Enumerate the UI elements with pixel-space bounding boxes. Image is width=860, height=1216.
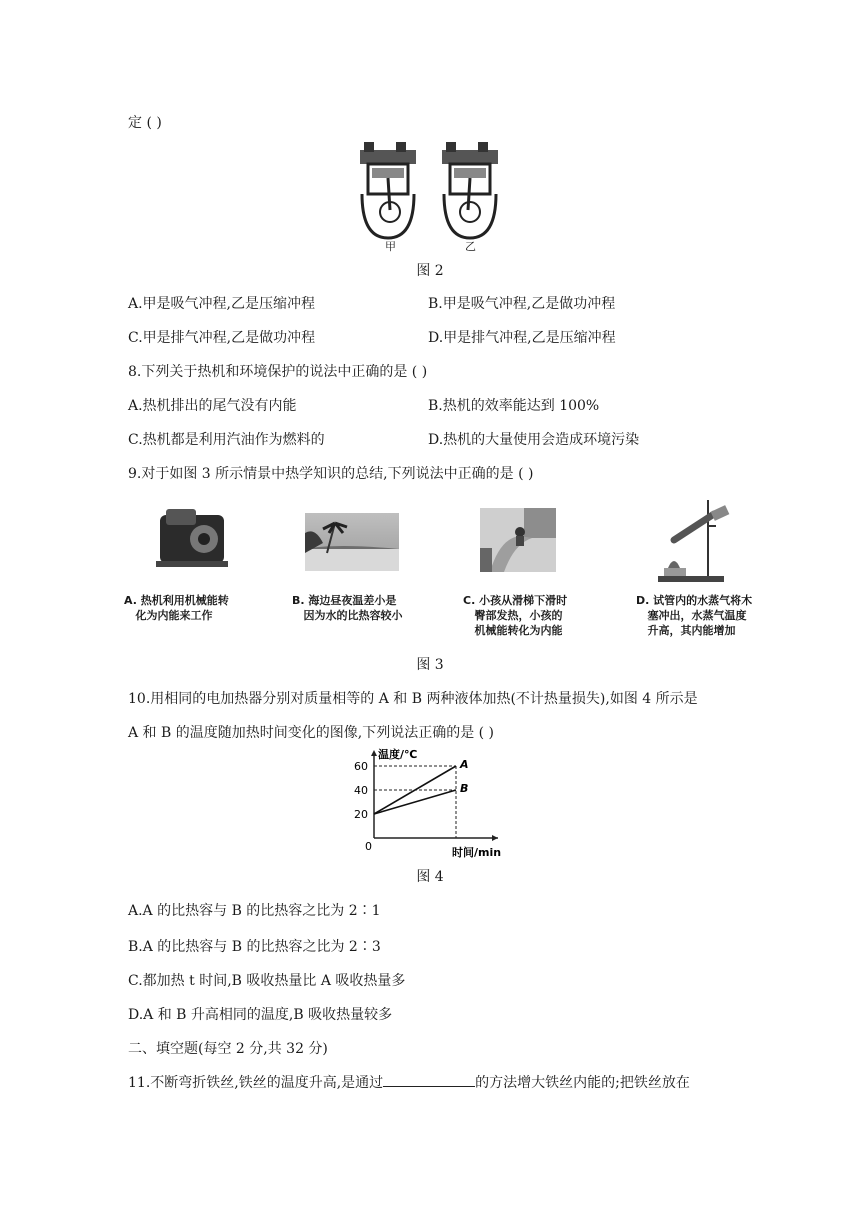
q11-answer-blank[interactable] [383,1072,475,1087]
q7-option-a: A.甲是吸气冲程,乙是压缩冲程 [128,296,316,312]
slide-photo [480,508,556,572]
beach-photo [305,513,399,571]
y-axis-label: 温度/℃ [378,748,418,761]
test-tube-apparatus [654,496,738,586]
engine-strokes-figure [350,138,510,253]
q9-option-d: D. 试管内的水蒸气将木 塞冲出，水蒸气温度 升高，其内能增加 [636,594,753,637]
y-tick-label-60: 60 [354,760,368,773]
x-axis-label: 时间/min [452,846,502,858]
q10-stem-line1: 10.用相同的电加热器分别对质量相等的 A 和 B 两种液体加热(不计热量损失),如图 4 所示是 [128,691,698,707]
q10-stem-line2: A 和 B 的温度随加热时间变化的图像,下列说法正确的是 ( ) [128,725,495,741]
q10-option-c: C.都加热 t 时间,B 吸收热量比 A 吸收热量多 [128,973,406,989]
q8-stem: 8.下列关于热机和环境保护的说法中正确的是 ( ) [128,364,428,380]
x-axis-arrow [492,835,498,841]
y-tick-label-20: 20 [354,808,368,821]
q7-option-d: D.甲是排气冲程,乙是压缩冲程 [428,330,616,346]
q9-stem: 9.对于如图 3 所示情景中热学知识的总结,下列说法中正确的是 ( ) [128,466,534,482]
figure-4-caption: 图 4 [416,869,444,885]
series-label-A: A [460,758,469,771]
q11-stem [128,1072,690,1092]
q7-option-c: C.甲是排气冲程,乙是做功冲程 [128,330,316,346]
engine-label-jia: 甲 [385,240,396,253]
q8-option-d: D.热机的大量使用会造成环境污染 [428,432,640,448]
q8-option-b: B.热机的效率能达到 100% [428,398,600,414]
engine-jia [360,142,416,238]
q9-option-b: B. 海边昼夜温差小是 因为水的比热容较小 [292,594,403,622]
y-tick-label-40: 40 [354,784,368,797]
y-axis-arrow [371,750,377,756]
question-continuation: 定 ( ) [128,115,162,131]
q10-option-a: A.A 的比热容与 B 的比热容之比为 2∶1 [128,903,381,919]
q8-option-c: C.热机都是利用汽油作为燃料的 [128,432,325,448]
engine-label-yi: 乙 [465,240,476,253]
q10-option-d: D.A 和 B 升高相同的温度,B 吸收热量较多 [128,1007,393,1023]
q10-option-b: B.A 的比热容与 B 的比热容之比为 2∶3 [128,939,381,955]
temperature-time-chart [352,746,512,858]
engine-photo [152,505,234,571]
section-2-heading: 二、填空题(每空 2 分,共 32 分) [128,1041,328,1057]
q11-text-after: 的方法增大铁丝内能的;把铁丝放在 [475,1075,690,1091]
series-line-B [374,790,456,814]
figure-3-caption: 图 3 [416,657,444,673]
engine-yi [442,142,498,238]
origin-label: 0 [365,840,372,853]
q8-option-a: A.热机排出的尾气没有内能 [128,398,297,414]
series-label-B: B [460,782,469,795]
q11-text-before: 11.不断弯折铁丝,铁丝的温度升高,是通过 [128,1075,384,1091]
q7-option-b: B.甲是吸气冲程,乙是做功冲程 [428,296,616,312]
q9-option-a: A. 热机利用机械能转 化为内能来工作 [124,594,229,622]
figure-2-caption: 图 2 [416,263,444,279]
q9-option-c: C. 小孩从滑梯下滑时 臀部发热，小孩的 机械能转化为内能 [463,594,568,637]
